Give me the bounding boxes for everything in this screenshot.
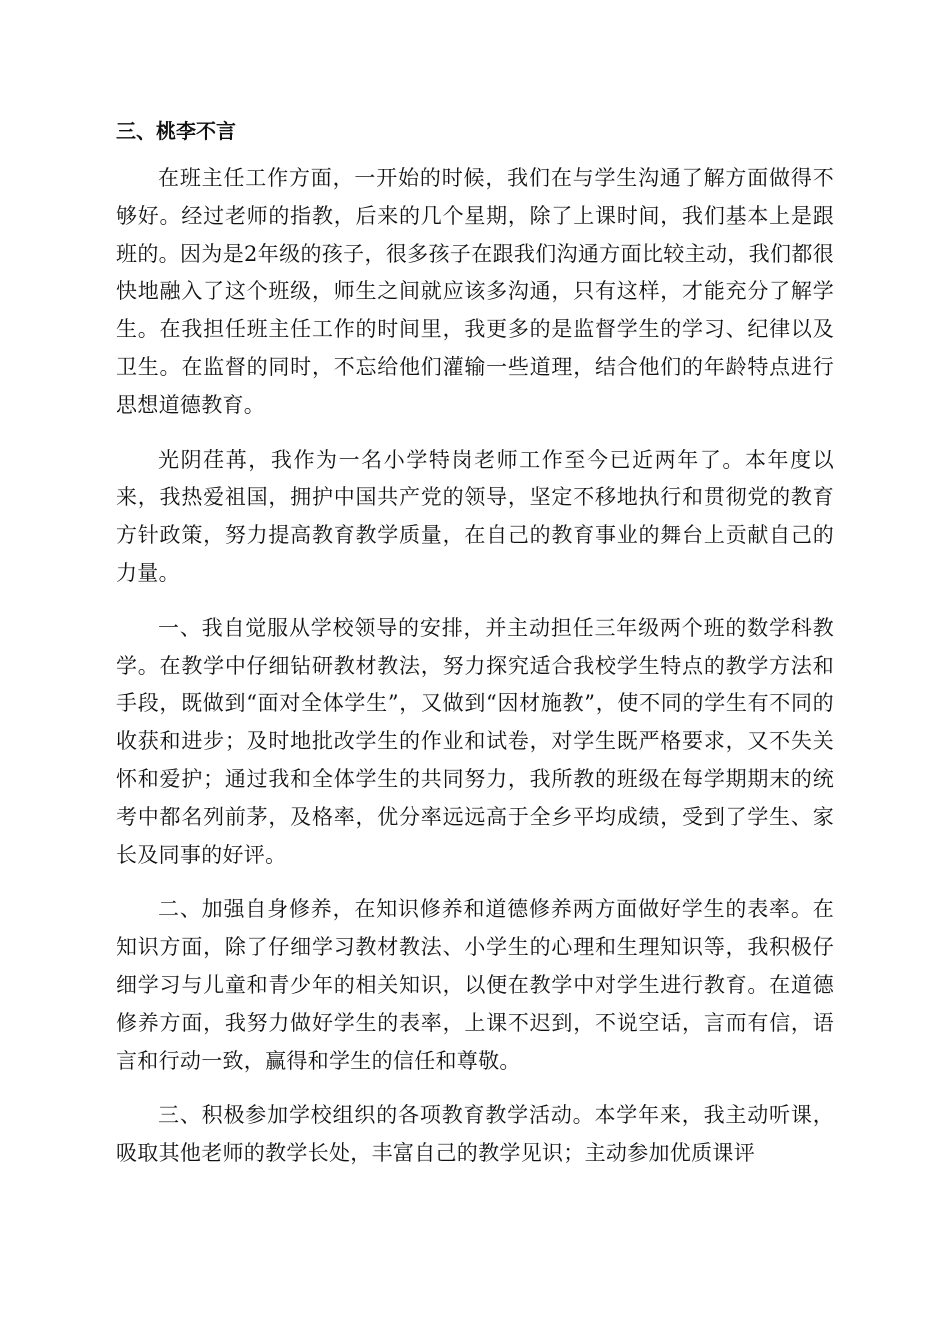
paragraph-point-one: 一、我自觉服从学校领导的安排，并主动担任三年级两个班的数学科教学。在教学中仔细钻研教材教法，努力探究适合我校学生特点的教学方法和手段，既做到“面对全体学生”，又做到“因材施教”，使不同的学生有不同的收获和进步；及时地批改学生的作业和试卷，对学生既严格要求，又不失关怀和爱护；通过我和全体学生的共同努力，我所教的班级在每学期期末的统考中都名列前茅，及格率，优分率远远高于全乡平均成绩，受到了学生、家长及同事的好评。 — [116, 615, 834, 867]
paragraph-class-teacher: 在班主任工作方面，一开始的时候，我们在与学生沟通了解方面做得不够好。经过老师的指教，后来的几个星期，除了上课时间，我们基本上是跟班的。因为是2年级的孩子，很多孩子在跟我们沟通方面比较主动，我们都很快地融入了这个班级，师生之间就应该多沟通，只有这样，才能充分了解学生。在我担任班主任工作的时间里，我更多的是监督学生的学习、纪律以及卫生。在监督的同时，不忘给他们灌输一些道理，结合他们的年龄特点进行思想道德教育。 — [116, 166, 834, 417]
section-heading: 三、桃李不言 — [116, 119, 236, 143]
paragraph-point-two: 二、加强自身修养，在知识修养和道德修养两方面做好学生的表率。在知识方面，除了仔细学习教材教法、小学生的心理和生理知识等，我积极仔细学习与儿童和青少年的相关知识，以便在教学中对学生进行教育。在道德修养方面，我努力做好学生的表率，上课不迟到，不说空话，言而有信，语言和行动一致，赢得和学生的信任和尊敬。 — [116, 897, 834, 1073]
paragraph-point-three: 三、积极参加学校组织的各项教育教学活动。本学年来，我主动听课，吸取其他老师的教学长处，丰富自己的教学见识；主动参加优质课评 — [116, 1103, 834, 1166]
document-page — [116, 112, 834, 1190]
paragraph-intro: 光阴荏苒，我作为一名小学特岗老师工作至今已近两年了。本年度以来，我热爱祖国，拥护中国共产党的领导，坚定不移地执行和贯彻党的教育方针政策，努力提高教育教学质量，在自己的教育事业的舞台上贡献自己的力量。 — [116, 447, 834, 585]
